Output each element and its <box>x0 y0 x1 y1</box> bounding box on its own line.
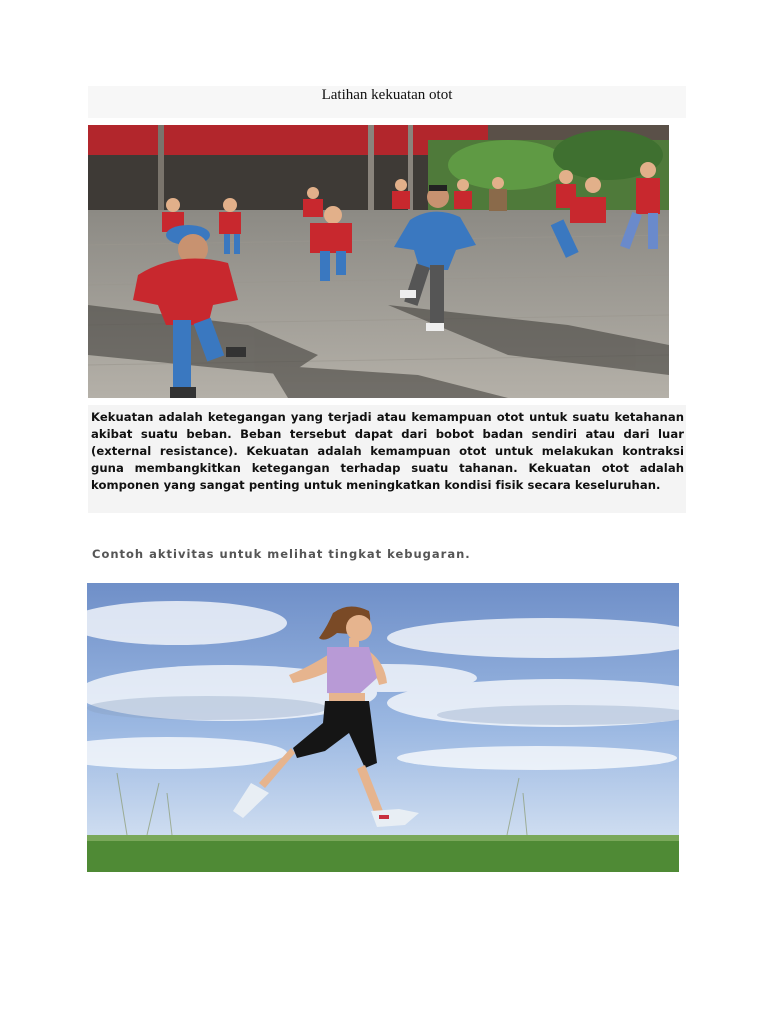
description-paragraph: Kekuatan adalah ketegangan yang terjadi atau kemampuan otot untuk suatu ketahanan akibat suatu beban. Beban tersebut dapat dari bobot badan sendiri atau dari luar (external resistance). Kekuatan adalah kemampuan otot untuk melakukan kontraksi guna membangkitkan ketegangan terhadap suatu tahanan. Kekuatan otot adalah komponen yang sangat penting untuk meningkatkan kondisi fisik secara keseluruhan. <box>91 410 684 492</box>
woman-running-photo <box>87 583 679 872</box>
title-bar <box>88 86 686 118</box>
group-stretching-photo <box>88 125 669 398</box>
description-block <box>88 405 686 513</box>
section-subheading: Contoh aktivitas untuk melihat tingkat kebugaran. <box>92 547 471 561</box>
group-stretching-illustration <box>88 125 669 398</box>
woman-running-illustration <box>87 583 679 872</box>
page-title: Latihan kekuatan otot <box>321 87 453 103</box>
